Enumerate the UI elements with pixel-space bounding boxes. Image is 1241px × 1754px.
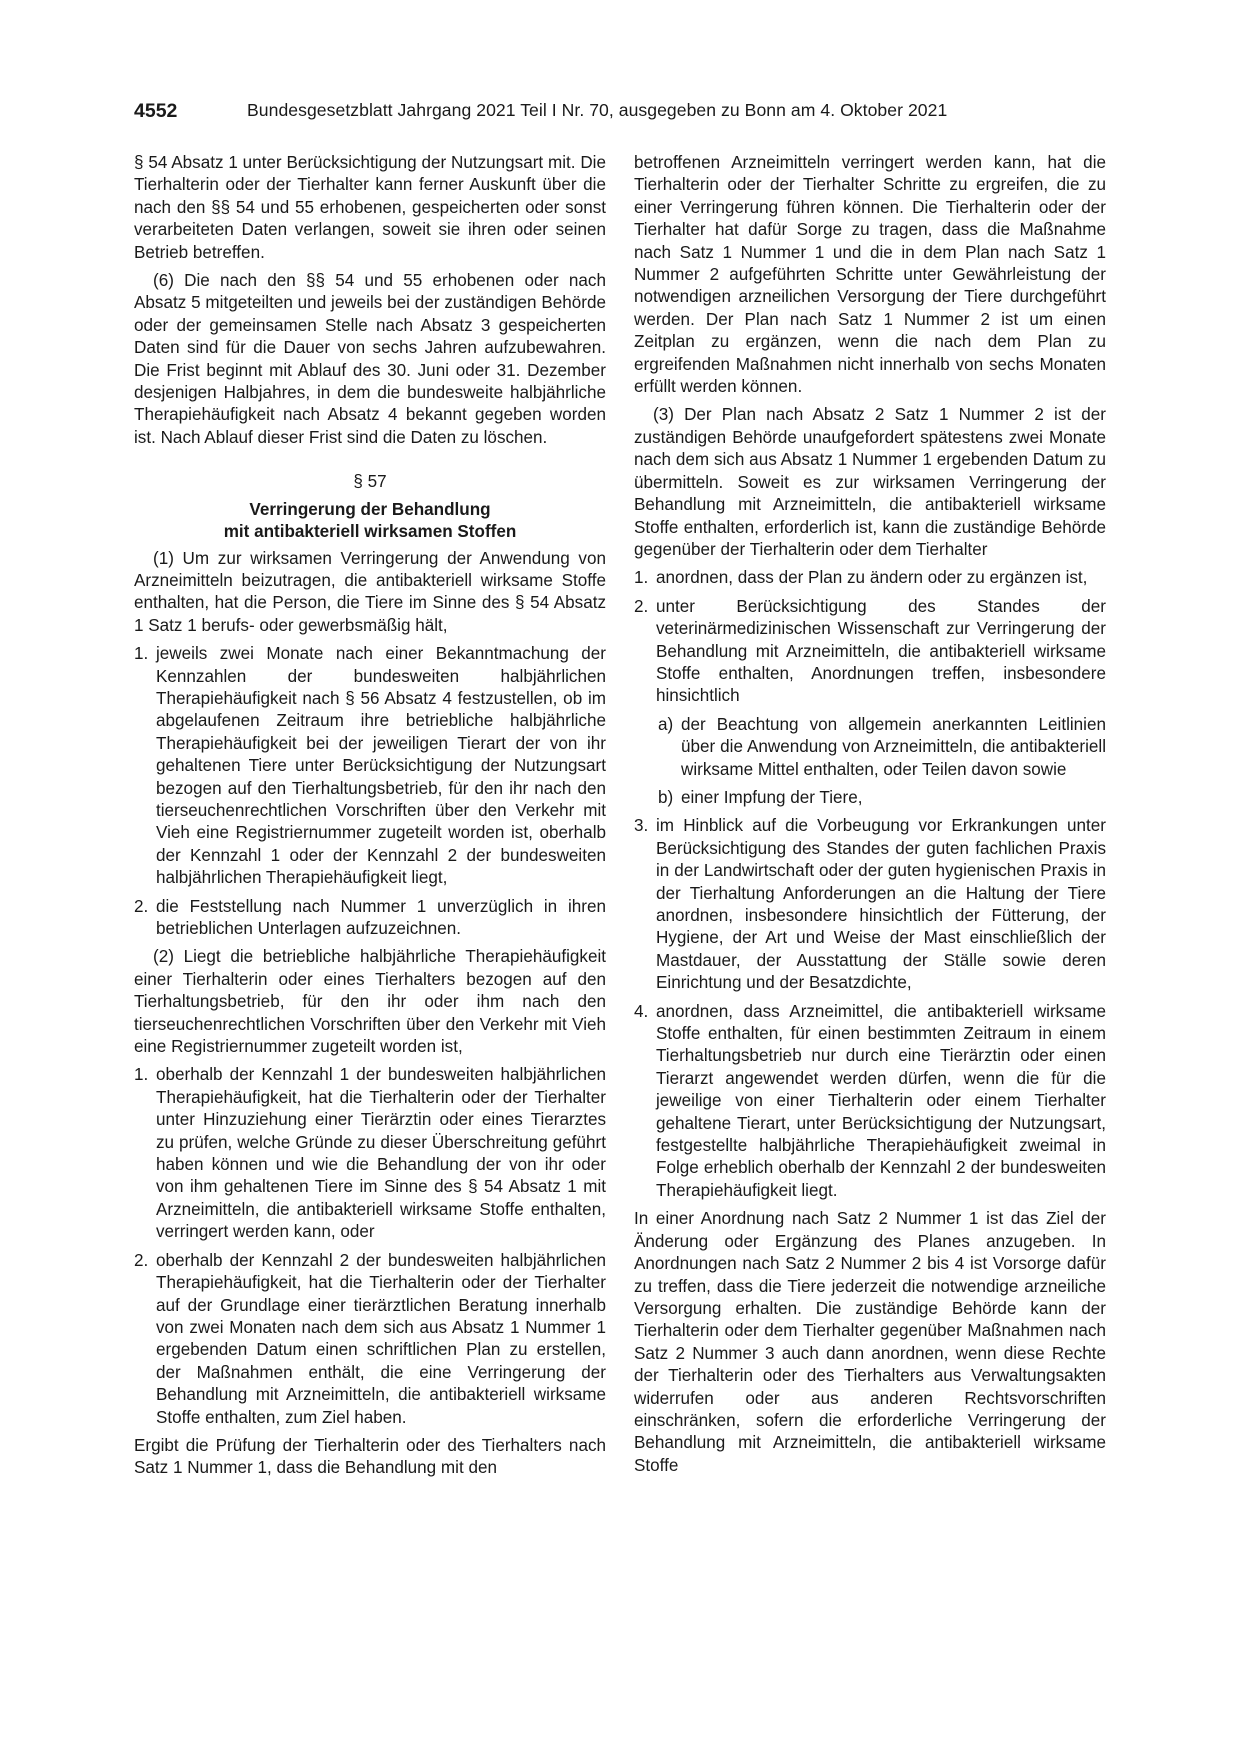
paragraph-6: (6) Die nach den §§ 54 und 55 erhobenen oder nach Absatz 5 mitgeteilten und jeweils bei der zuständigen Behörde oder der gemeinsamen Stelle nach Absatz 3 gespeicherten Daten sind für die Dauer von sechs Jahren aufzubewahren. Die Frist beginnt mit Ablauf des 30. Juni oder 31. Dezember desjenigen Halbjahres, in dem die bundesweite halbjährliche Therapiehäufigkeit nach Absatz 4 bekannt gegeben worden ist. Nach Ablauf dieser Frist sind die Daten zu löschen. bbox=[134, 271, 606, 447]
section-title bbox=[134, 499, 606, 544]
left-column bbox=[134, 152, 606, 1486]
section-number: § 57 bbox=[353, 472, 387, 492]
list-marker: 1. bbox=[134, 1065, 149, 1085]
list-item-text: oberhalb der Kennzahl 2 der bundesweiten halbjährlichen Therapiehäufigkeit, hat die Tierhalterin oder der Tierhalter auf der Grundlage einer tierärztlichen Beratung innerhalb von zwei Monaten nach dem sich aus Absatz 1 Nummer 1 ergebenden Datum einen schriftlichen Plan zu erstellen, der Maßnahmen enthält, die eine Verringerung der Behandlung mit Arzneimitteln, die antibakteriell wirksame Stoffe enthalten, zum Ziel haben. bbox=[156, 1250, 606, 1427]
list-3-continued bbox=[634, 815, 1106, 1202]
list-item-text: im Hinblick auf die Vorbeugung vor Erkrankungen unter Berücksichtigung des Standes der guten fachlichen Praxis in der Landwirtschaft oder der guten hygienischen Praxis in der Tierhaltung Anforderungen an die Haltung der Tiere anordnen, insbesondere hinsichtlich der Fütterung, der Hygiene, der Art und Weise der Mast einschließlich der Mastdauer, der Ausstattung der Ställe sowie deren Einrichtung und der Besatzdichte, bbox=[656, 816, 1106, 993]
list-item-text: unter Berücksichtigung des Standes der veterinärmedizinischen Wissenschaft zur Verringerung der Behandlung mit Arzneimitteln, die antibakteriell wirksame Stoffe enthalten, Anordnungen treffen, insbesondere hinsichtlich bbox=[656, 596, 1106, 706]
list-item bbox=[134, 643, 606, 889]
list-item-text: oberhalb der Kennzahl 1 der bundesweiten halbjährlichen Therapiehäufigkeit, hat die Tierhalterin oder der Tierhalter unter Hinzuziehung einer Tierärztin oder eines Tierarztes zu prüfen, welche Gründe zu dieser Überschreitung geführt haben können und wie die Behandlung der von ihr oder von ihm gehaltenen Tiere im Sinne des § 54 Absatz 1 mit Arzneimitteln, die antibakteriell wirksame Stoffe enthalten, verringert werden kann, oder bbox=[156, 1065, 606, 1242]
list-item-text: jeweils zwei Monate nach einer Bekanntmachung der Kennzahlen der bundesweiten halbjährlichen Therapiehäufigkeit nach § 56 Absatz 4 festzustellen, ob im abgelaufenen Zeitraum ihre betriebliche halbjährliche Therapiehäufigkeit bei der jeweiligen Tierart der von ihr gehaltenen Tiere unter Berücksichtigung der Nutzungsart bezogen auf den Tierhaltungsbetrieb, für den ihr nach den tierseuchenrechtlichen Vorschriften über den Verkehr mit Vieh eine Registriernummer zugeteilt worden ist, oberhalb der Kennzahl 1 oder der Kennzahl 2 der bundesweiten halbjährlichen Therapiehäufigkeit liegt, bbox=[156, 644, 606, 888]
list-item bbox=[134, 896, 606, 941]
list-item-text: die Feststellung nach Nummer 1 unverzüglich in ihren betrieblichen Unterlagen aufzuzeichnen. bbox=[156, 896, 606, 938]
right-column bbox=[634, 152, 1106, 1483]
list-1 bbox=[134, 643, 606, 940]
sub-list-item-text: der Beachtung von allgemein anerkannten Leitlinien über die Anwendung von Arzneimitteln, die antibakteriell wirksame Mittel enthalten, oder Teilen davon sowie bbox=[681, 714, 1106, 779]
sub-list-marker: a) bbox=[658, 714, 674, 734]
list-marker: 2. bbox=[134, 896, 149, 916]
page-header bbox=[134, 100, 1107, 130]
list-item bbox=[634, 596, 1106, 708]
list-marker: 1. bbox=[634, 568, 649, 588]
sub-list bbox=[634, 714, 1106, 810]
list-item bbox=[134, 1250, 606, 1429]
list-item bbox=[134, 1064, 606, 1243]
intro-paragraph: § 54 Absatz 1 unter Berücksichtigung der Nutzungsart mit. Die Tierhalterin oder der Tierhalter kann ferner Auskunft über die nach den §§ 54 und 55 erhobenen, gespeicherten oder sonst verarbeiteten Daten verlangen, soweit sie ihren oder seinen Betrieb betreffen. bbox=[134, 153, 606, 262]
list-3 bbox=[634, 567, 1106, 707]
sub-list-item bbox=[634, 787, 1106, 809]
list-2 bbox=[134, 1064, 606, 1429]
list-marker: 4. bbox=[634, 1001, 649, 1021]
list-item-text: anordnen, dass der Plan zu ändern oder zu ergänzen ist, bbox=[656, 568, 1088, 588]
paragraph-1: (1) Um zur wirksamen Verringerung der Anwendung von Arzneimitteln beizutragen, die antibakteriell wirksame Stoffe enthalten, hat die Person, die Tiere im Sinne des § 54 Absatz 1 Satz 1 berufs- oder gewerbsmäßig hält, bbox=[134, 548, 606, 635]
sub-list-marker: b) bbox=[658, 787, 674, 807]
continued-paragraph: betroffenen Arzneimitteln verringert werden kann, hat die Tierhalterin oder der Tierhalter Schritte zu ergreifen, die zu einer Verringerung führen können. Die Tierhalterin oder der Tierhalter hat dafür Sorge zu tragen, dass die Maßnahme nach Satz 1 Nummer 1 und die in dem Plan nach Satz 1 Nummer 2 aufgeführten Schritte unter Gewährleistung der notwendigen arzneilichen Versorgung der Tiere durchgeführt werden. Der Plan nach Satz 1 Nummer 2 ist um einen Zeitplan zu ergänzen, wenn die nach dem Plan zu ergreifenden Maßnahmen nicht innerhalb von sechs Monaten erfüllt werden können. bbox=[634, 153, 1106, 397]
gazette-title: Bundesgesetzblatt Jahrgang 2021 Teil I Nr. 70, ausgegeben zu Bonn am 4. Oktober 2021 bbox=[247, 100, 948, 120]
list-marker: 2. bbox=[634, 596, 649, 616]
page-number: 4552 bbox=[134, 100, 178, 122]
list-item bbox=[634, 815, 1106, 994]
paragraph-3: (3) Der Plan nach Absatz 2 Satz 1 Nummer 2 ist der zuständigen Behörde unaufgefordert spätestens zwei Monate nach dem sich aus Absatz 1 Nummer 1 ergebenden Datum zu übermitteln. Soweit es zur wirksamen Verringerung der Behandlung mit Arzneimitteln, die antibakteriell wirksame Stoffe enthalten, erforderlich ist, kann die zuständige Behörde gegenüber der Tierhalterin oder dem Tierhalter bbox=[634, 405, 1106, 559]
paragraph-2: (2) Liegt die betriebliche halbjährliche Therapiehäufigkeit einer Tierhalterin oder eines Tierhalters bezogen auf den Tierhaltungsbetrieb, für den ihr oder ihm nach den tierseuchenrechtlichen Vorschriften über den Verkehr mit Vieh eine Registriernummer zugeteilt worden ist, bbox=[134, 947, 606, 1057]
final-paragraph: In einer Anordnung nach Satz 2 Nummer 1 ist das Ziel der Änderung oder Ergänzung des Planes anzugeben. In Anordnungen nach Satz 2 Nummer 2 bis 4 ist Vorsorge dafür zu treffen, dass die Tiere jederzeit die notwendige arzneiliche Versorgung erhalten. Die zuständige Behörde kann der Tierhalterin oder dem Tierhalter gegenüber Maßnahmen nach Satz 2 Nummer 3 auch dann anordnen, wenn diese Rechte der Tierhalterin oder des Tierhalters aus Verwaltungsakten widerrufen oder aus anderen Rechtsvorschriften einschränken, sofern die erforderliche Verringerung der Behandlung mit Arzneimitteln, die antibakteriell wirksame Stoffe bbox=[634, 1209, 1106, 1475]
section-title-line-1: Verringerung der Behandlung bbox=[249, 499, 491, 519]
list-item bbox=[634, 1001, 1106, 1203]
list-marker: 3. bbox=[634, 816, 649, 836]
list-item-text: anordnen, dass Arzneimittel, die antibakteriell wirksame Stoffe enthalten, für einen bestimmten Zeitraum in einem Tierhaltungsbetrieb nur durch eine Tierärztin oder einen Tierarzt angewendet werden dürfen, wenn die für die jeweilige von einer Tierhalterin oder einem Tierhalter gehaltene Tierart, unter Berücksichtigung der Nutzungsart, festgestellte halbjährliche Therapiehäufigkeit zweimal in Folge erheblich oberhalb der Kennzahl 2 der bundesweiten Therapiehäufigkeit liegt. bbox=[656, 1001, 1106, 1200]
section-title-line-2: mit antibakteriell wirksamen Stoffen bbox=[223, 522, 517, 542]
list-item bbox=[634, 567, 1106, 589]
sub-list-item-text: einer Impfung der Tiere, bbox=[681, 787, 863, 807]
sub-list-item bbox=[634, 714, 1106, 781]
list-marker: 1. bbox=[134, 644, 149, 664]
list-marker: 2. bbox=[134, 1250, 149, 1270]
closing-paragraph: Ergibt die Prüfung der Tierhalterin oder des Tierhalters nach Satz 1 Nummer 1, dass die Behandlung mit den bbox=[134, 1435, 606, 1478]
